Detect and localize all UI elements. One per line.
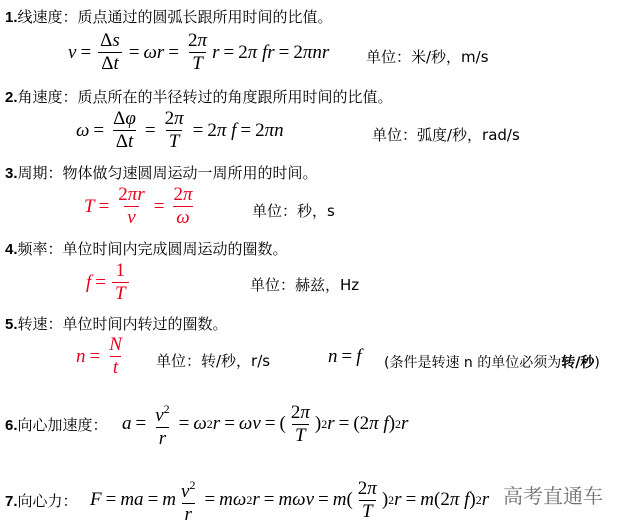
item-text: 向心加速度： <box>17 416 108 434</box>
centripetal-acceleration-formula: a = $\frac{v^2}{r}$ = ω 2 r = ωv = ( $\frac{2\pi}{T}$ ) 2 r = (2 π f ) 2 r <box>122 401 409 449</box>
linear-velocity-formula: v = $\frac{\Delta s}{\Delta t}$ = ωr = $\frac{2\pi}{T}$ r = 2 π fr = 2 πnr <box>68 30 330 74</box>
item-text: 转速：单位时间内转过的圈数。 <box>17 315 228 333</box>
item-4-unit: 单位：赫兹，Hz <box>250 276 360 294</box>
item-3-unit: 单位：秒，s <box>252 202 335 220</box>
item-1-unit: 单位：米/秒，m/s <box>366 48 489 66</box>
frequency-formula: f = $\frac{1}{T}$ <box>86 260 131 305</box>
item-number: 6. <box>5 417 18 434</box>
item-number: 4. <box>5 241 18 258</box>
item-5-heading <box>5 313 228 334</box>
condition-text: (条件是转速 n 的单位必须为 <box>384 355 562 371</box>
condition-bold-unit: 转/秒 <box>561 355 595 371</box>
item-3-heading <box>5 162 318 183</box>
centripetal-force-formula: F = ma = m $\frac{v^2}{r}$ = mω 2 r = mωv = m ( $\frac{2\pi}{T}$ ) 2 r = m (2 π f ) 2 r <box>90 477 490 525</box>
item-number: 1. <box>5 9 18 26</box>
condition-note <box>384 352 600 372</box>
item-text: 线速度：质点通过的圆弧长跟所用时间的比值。 <box>17 8 333 26</box>
period-formula: T = $\frac{2\pi r}{v}$ = $\frac{2\pi}{\omega}$ <box>84 184 193 228</box>
item-4-heading <box>5 238 288 259</box>
item-7-heading <box>5 490 78 511</box>
watermark: 高考直通车 <box>503 484 603 508</box>
item-number: 7. <box>5 493 18 510</box>
item-2-unit: 单位：弧度/秒，rad/s <box>372 126 520 144</box>
item-text: 角速度：质点所在的半径转过的角度跟所用时间的比值。 <box>17 88 393 106</box>
item-number: 3. <box>5 165 18 182</box>
item-text: 向心力： <box>17 492 78 510</box>
item-5-unit: 单位：转/秒，r/s <box>156 352 271 370</box>
item-number: 2. <box>5 89 18 106</box>
condition-close: ) <box>594 355 600 371</box>
item-number: 5. <box>5 316 18 333</box>
rotation-speed-formula: n = $\frac{N}{t}$ <box>76 334 122 378</box>
angular-velocity-formula: ω = $\frac{\Delta\varphi}{\Delta t}$ = $\frac{2\pi}{T}$ = 2 π f = 2 πn <box>76 108 284 152</box>
item-2-heading <box>5 86 393 107</box>
n-equals-f-formula: n = f <box>328 346 362 367</box>
item-text: 周期：物体做匀速圆周运动一周所用的时间。 <box>17 164 318 182</box>
item-1-heading <box>5 6 333 27</box>
item-6-heading <box>5 414 108 435</box>
item-text: 频率：单位时间内完成圆周运动的圈数。 <box>17 240 288 258</box>
